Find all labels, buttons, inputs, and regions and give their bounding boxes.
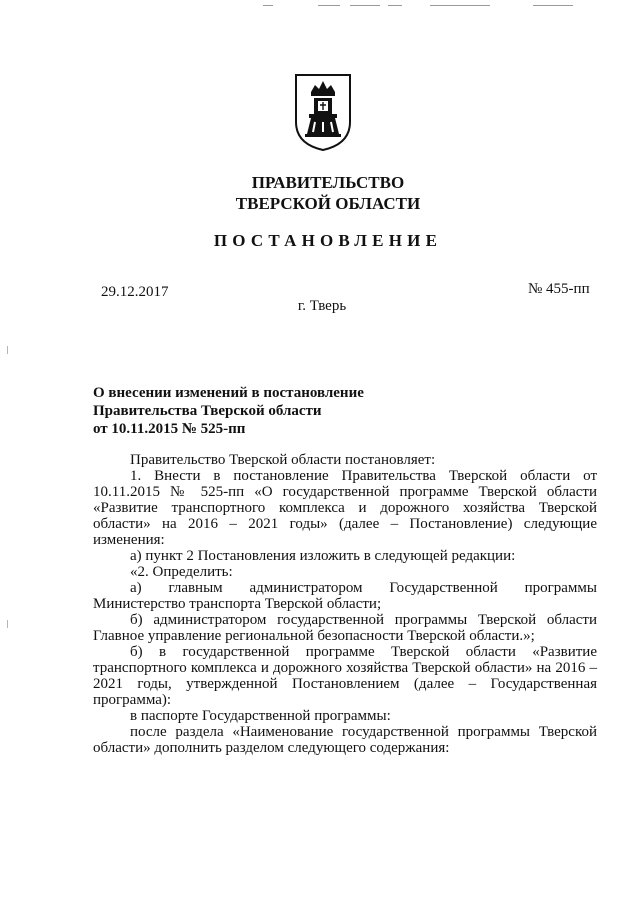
scan-artifact	[263, 5, 273, 6]
document-city: г. Тверь	[297, 298, 347, 314]
subject-line1: О внесении изменений в постановление	[93, 385, 364, 401]
document-number: № 455-пп	[528, 281, 590, 297]
document-type: ПОСТАНОВЛЕНИЕ	[213, 231, 443, 250]
scan-artifact	[388, 5, 402, 6]
body-paragraph: после раздела «Наименование государственной программы Тверской области» дополнить разделом следующего содержания:	[93, 724, 597, 756]
body-paragraph: а) пункт 2 Постановления изложить в следующей редакции:	[130, 548, 516, 564]
body-paragraph: б) администратором государственной программы Тверской области Главное управление региональной безопасности Тверской области.»;	[93, 612, 597, 644]
scan-artifact	[430, 5, 490, 6]
body-paragraph: 1. Внести в постановление Правительства Тверской области от 10.11.2015 № 525-пп «О государственной программе Тверской области «Развитие транспортного комплекса и дорожного хозяйства Тверской области» на 2016 – 2021 годы» (далее – Постановление) следующие изменения:	[93, 468, 597, 548]
document-date: 29.12.2017	[101, 284, 169, 300]
subject-line2: Правительства Тверской области	[93, 403, 322, 419]
body-paragraph: б) в государственной программе Тверской области «Развитие транспортного комплекса и дорожного хозяйства Тверской области» на 2016 – 2021 годы, утвержденной Постановлением (далее – Государственная программа):	[93, 644, 597, 708]
subject-line3: от 10.11.2015 № 525-пп	[93, 421, 246, 437]
government-title	[0, 172, 640, 214]
government-title-line1: ПРАВИТЕЛЬСТВО	[251, 173, 405, 192]
scan-artifact	[533, 5, 573, 6]
body-paragraph: а) главным администратором Государственной программы Министерство транспорта Тверской области;	[93, 580, 597, 612]
scan-artifact	[7, 620, 8, 628]
body-paragraph: «2. Определить:	[130, 564, 233, 580]
scan-artifact	[7, 346, 8, 354]
scan-artifact	[318, 5, 340, 6]
government-title-line2: ТВЕРСКОЙ ОБЛАСТИ	[235, 194, 421, 213]
body-paragraph: Правительство Тверской области постановляет:	[130, 452, 436, 468]
document-body	[93, 452, 597, 756]
document-subject	[93, 384, 364, 438]
scan-artifact	[350, 5, 380, 6]
tver-coat-of-arms-icon	[293, 72, 353, 152]
body-paragraph: в паспорте Государственной программы:	[130, 708, 391, 724]
